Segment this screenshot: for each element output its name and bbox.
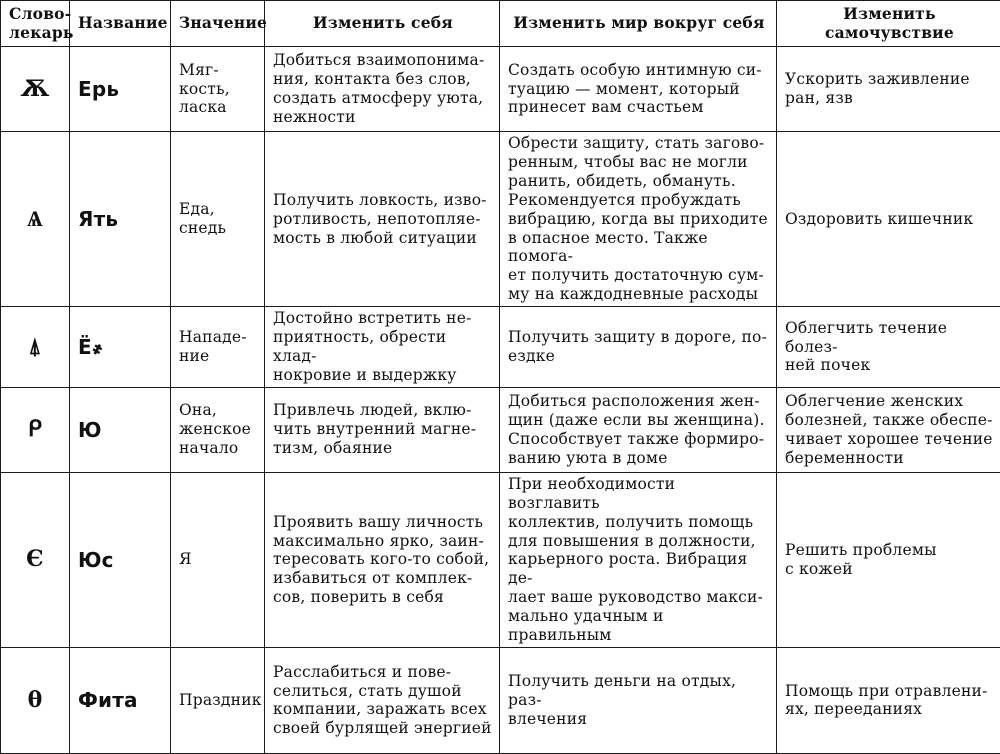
change-world-cell: При необходимости возглавить коллектив, получить помощь для повышения в должности, карьерного роста. Вибрация де- лает ваше руководство макси- мально удачным и правильным (500, 472, 777, 647)
glyph-symbol: ⍋ (1, 307, 70, 388)
change-self-cell: Достойно встретить не- приятность, обрести хлад- нокровие и выдержку (265, 307, 500, 388)
change-health-cell: Помощь при отравлени- ях, перееданиях (777, 647, 1000, 753)
letter-name: Ять (70, 132, 171, 307)
letter-name: Ё҂ (70, 307, 171, 388)
letter-name: Фита (70, 647, 171, 753)
table-row (1, 472, 1000, 647)
change-health-cell: Оздоровить кишечник (777, 132, 1000, 307)
change-self-cell: Расслабиться и пове- селиться, стать душой компании, заражать всех своей бурлящей энергией (265, 647, 500, 753)
glyph-symbol: Ѫ (1, 47, 70, 132)
change-world-cell: Получить деньги на отдых, раз- влечения (500, 647, 777, 753)
letter-name: Юс (70, 472, 171, 647)
table-row (1, 47, 1000, 132)
header-word-healer: Слово- лекарь (1, 1, 70, 47)
letter-name: Ю (70, 387, 171, 472)
table-row (1, 307, 1000, 388)
header-change-self: Изменить себя (265, 1, 500, 47)
change-health-cell: Ускорить заживление ран, язв (777, 47, 1000, 132)
meaning-cell: Она, женское начало (171, 387, 265, 472)
meaning-cell: Нападе- ние (171, 307, 265, 388)
change-world-cell: Получить защиту в дороге, по- ездке (500, 307, 777, 388)
table-row (1, 647, 1000, 753)
meaning-cell: Мяг- кость, ласка (171, 47, 265, 132)
letter-name: Ерь (70, 47, 171, 132)
meaning-cell: Праздник (171, 647, 265, 753)
change-world-cell: Обрести защиту, стать загово- ренным, чтобы вас не могли ранить, обидеть, обмануть. Рекомендуется пробуждать вибрацию, когда вы приходите в опасное место. Также помога- ет получить достаточную сум- му на каждодневные расходы (500, 132, 777, 307)
glyph-symbol: ᑭ (1, 387, 70, 472)
glyph-symbol: θ (1, 647, 70, 753)
change-world-cell: Создать особую интимную си- туацию — момент, который принесет вам счастьем (500, 47, 777, 132)
change-self-cell: Добиться взаимопонима- ния, контакта без слов, создать атмосферу уюта, нежности (265, 47, 500, 132)
meaning-cell: Я (171, 472, 265, 647)
glyph-symbol: Є (1, 472, 70, 647)
change-self-cell: Получить ловкость, изво- ротливость, непотопляе- мость в любой ситуации (265, 132, 500, 307)
change-health-cell: Решить проблемы с кожей (777, 472, 1000, 647)
header-change-world: Изменить мир вокруг себя (500, 1, 777, 47)
change-self-cell: Привлечь людей, вклю- чить внутренний магне- тизм, обаяние (265, 387, 500, 472)
header-change-health: Изменить самочувствие (777, 1, 1000, 47)
table-row (1, 387, 1000, 472)
change-world-cell: Добиться расположения жен- щин (даже если вы женщина). Способствует также формиро- ванию уюта в доме (500, 387, 777, 472)
change-health-cell: Облегчение женских болезней, также обеспе- чивает хорошее течение беременности (777, 387, 1000, 472)
change-self-cell: Проявить вашу личность максимально ярко, заин- тересовать кого-то собой, избавиться от комплек- сов, поверить в себя (265, 472, 500, 647)
meaning-cell: Еда, снедь (171, 132, 265, 307)
table-row (1, 132, 1000, 307)
table-header-row (1, 1, 1000, 47)
change-health-cell: Облегчить течение болез- ней почек (777, 307, 1000, 388)
glyph-symbol: Ѧ (1, 132, 70, 307)
header-name: Название (70, 1, 171, 47)
header-meaning: Значение (171, 1, 265, 47)
